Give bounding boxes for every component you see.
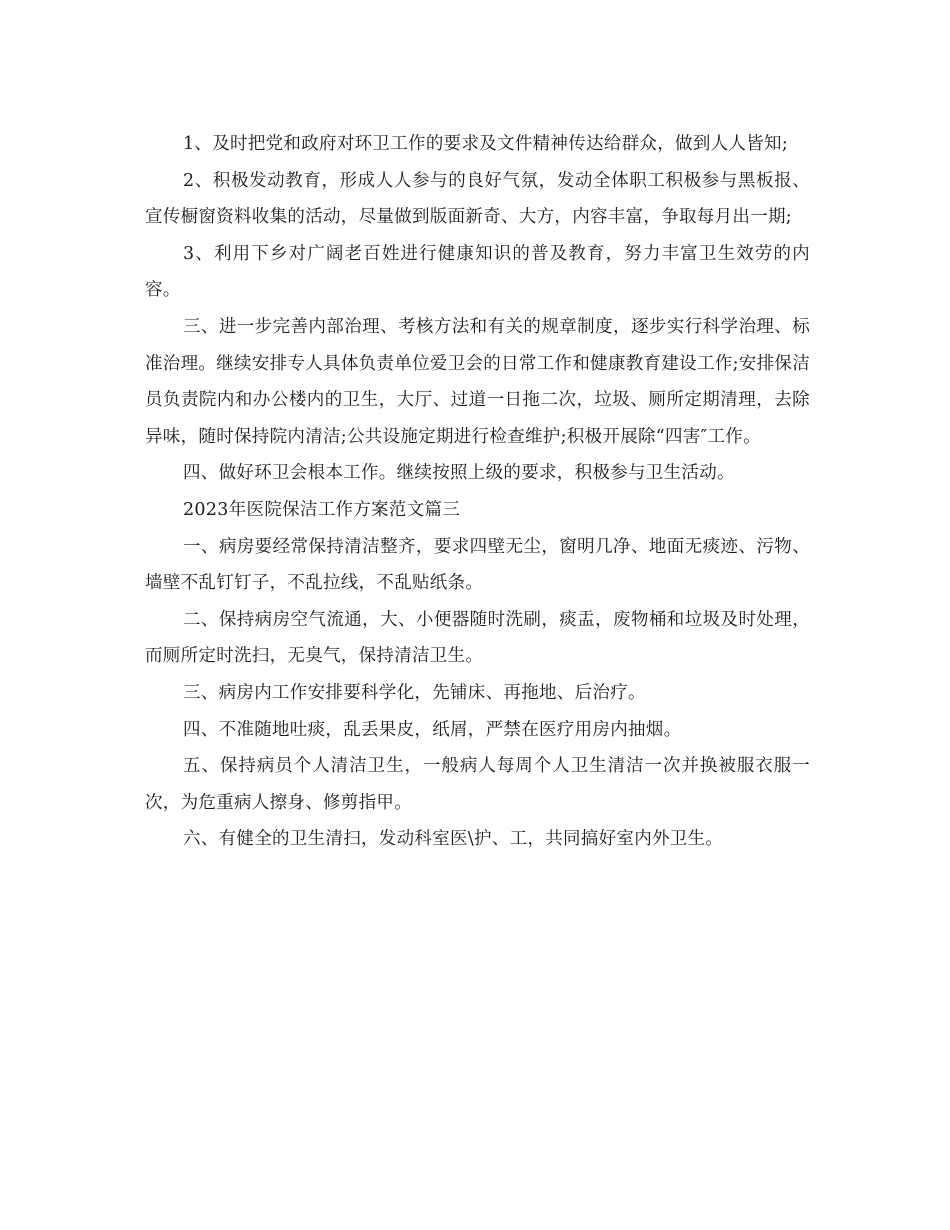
paragraph-section-3: 三、进一步完善内部治理、考核方法和有关的规章制度，逐步实行科学治理、标准治理。继续安排专人具体负责单位爱卫会的日常工作和健康教育建设工作;安排保洁员负责院内和办公楼内的卫生，大厅、过道一日拖二次，垃圾、厕所定期清理，去除异味，随时保持院内清洁;公共设施定期进行检查维护;积极开展除“四害″工作。 (145, 316, 810, 447)
section-heading: 2023年医院保洁工作方案范文篇三 (183, 499, 461, 520)
document-body (145, 126, 810, 858)
paragraph-rule-6: 六、有健全的卫生清扫，发动科室医\护、工，共同搞好室内外卫生。 (183, 829, 724, 850)
paragraph-item-1: 1、及时把党和政府对环卫工作的要求及文件精神传达给群众，做到人人皆知; (183, 134, 789, 154)
paragraph-item-3: 3、利用下乡对广阔老百姓进行健康知识的普及教育，努力丰富卫生效劳的内容。 (145, 243, 810, 301)
paragraph-rule-3: 三、病房内工作安排要科学化，先铺床、再拖地、后治疗。 (183, 682, 646, 703)
paragraph-rule-1: 一、病房要经常保持清洁整齐，要求四壁无尘，窗明几净、地面无痰迹、污物、墙壁不乱钉钉子，不乱拉线，不乱贴纸条。 (145, 536, 810, 594)
paragraph-rule-2: 二、保持病房空气流通，大、小便器随时洗刷，痰盂，废物桶和垃圾及时处理，而厕所定时洗扫，无臭气，保持清洁卫生。 (145, 609, 810, 667)
paragraph-section-4: 四、做好环卫会根本工作。继续按照上级的要求，积极参与卫生活动。 (183, 463, 735, 484)
paragraph-item-2: 2、积极发动教育，形成人人参与的良好气氛，发动全体职工积极参与黑板报、宣传橱窗资料收集的活动，尽量做到版面新奇、大方，内容丰富，争取每月出一期; (145, 170, 810, 228)
paragraph-rule-5: 五、保持病员个人清洁卫生，一般病人每周个人卫生清洁一次并换被服衣服一次，为危重病人擦身、修剪指甲。 (145, 756, 810, 813)
paragraph-rule-4: 四、不准随地吐痰，乱丢果皮，纸屑，严禁在医疗用房内抽烟。 (183, 719, 682, 740)
